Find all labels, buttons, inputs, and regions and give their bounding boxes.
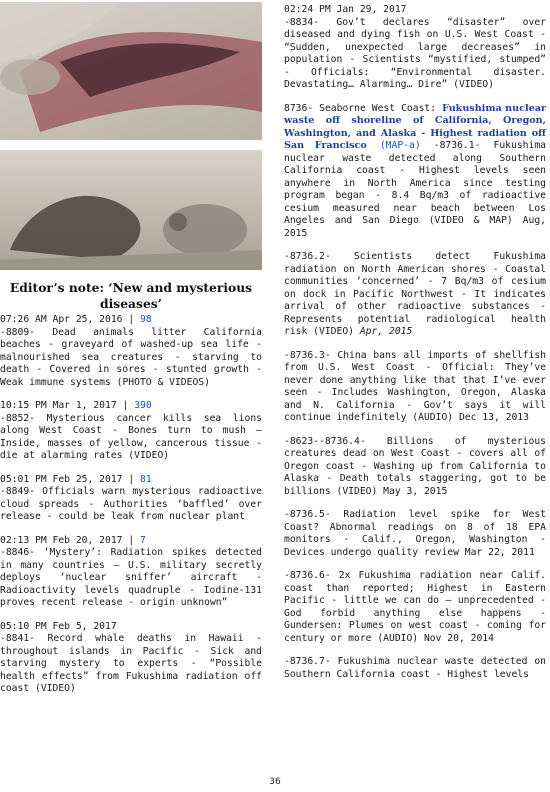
news-entry (284, 436, 546, 499)
entry-text: -8736.2- Scientists detect Fukushima radiation on North American shores - Coastal communities ‘concerned’ - 7 Bq/m3 of cesium on dock in Pacific Northwest - It indicates arrival of other radioactive substances - Represents potential radiological health risk (VIDEO) (284, 251, 546, 337)
entry-date: Apr, 2015 (359, 326, 413, 337)
entry-text: -8834- Gov’t declares “disaster” over diseased and dying fish on U.S. West Coast - “Sudden, unexpected large decreases” in population - Scientists “mystified, stumped” - Officials: “Environmental disaster. Devastating… Alarming… Dire” (VIDEO) (284, 16, 546, 90)
entry-date: 02:24 PM Jan 29, 2017 (284, 4, 407, 15)
news-entry: 05:01 PM Feb 25, 2017 | 81 -8849- Officials warn mysterious radioactive cloud spreads - Authorities ‘baffled’ over release - could be leak from nuclear plant (0, 473, 262, 522)
entry-text: -8846- ‘Mystery’: Radiation spikes detected in many countries – U.S. military secretly deploys ‘nuclear sniffer’ aircraft - Radioactivity levels quadruple - Iodine-131 proves recent release - origin unknown” (0, 547, 262, 608)
comment-count[interactable]: 7 (140, 534, 146, 546)
entry-text: -8736.3- China bans all imports of shellfish from U.S. West Coast - Official: They’ve never done anything like that that I’ve ever seen - Includes Washington, Oregon, Alaska and N. California - Gov’t says it will continue indefinitely (AUDIO) Dec 13, 2013 (284, 349, 546, 423)
entry-date: 02:13 PM Feb 20, 2017 (0, 534, 123, 546)
news-entry: 10:15 PM Mar 1, 2017 | 390 -8852- Mysterious cancer kills sea lions along West Coast - Bones turn to mush – Inside, masses of yellow, cancerous tissue - die at alarming rates (VIDEO) (0, 400, 262, 461)
news-entry (284, 251, 546, 339)
entry-date: 07:26 AM Apr 25, 2016 (0, 314, 123, 325)
news-entry: 02:13 PM Feb 20, 2017 | 7 -8846- ‘Mystery’: Radiation spikes detected in many countries – U.S. military secretly deploys ‘nuclear sniffer’ aircraft - Radioactivity levels quadruple - Iodine-131 proves recent release - origin unknown” (0, 534, 262, 608)
news-entry (0, 621, 262, 696)
entry-date: 05:10 PM Feb 5, 2017 (0, 620, 117, 632)
entry-date: 05:01 PM Feb 25, 2017 (0, 473, 123, 485)
entry-text: -8809- Dead animals litter California beaches - graveyard of washed-up sea life - malnourished sea creatures - starving to death - Covered in sores - stunted growth - Weak immune systems (PHOTO & VIDEOS) (0, 326, 262, 388)
entry-prefix: 8736- Seaborne West Coast: (284, 102, 437, 114)
news-entry: 07:26 AM Apr 25, 2016 | 98 -8809- Dead animals litter California beaches - graveyard of washed-up sea life - malnourished sea creatures - starving to death - Covered in sores - stunted growth - Weak immune systems (PHOTO & VIDEOS) (0, 314, 262, 388)
page-number: 36 (269, 777, 281, 787)
news-entry (284, 4, 546, 92)
news-entry (284, 350, 546, 425)
comment-count[interactable]: 390 (134, 400, 152, 411)
comment-count[interactable]: 98 (140, 314, 152, 325)
entry-text: -8849- Officials warn mysterious radioactive cloud spreads - Authorities ‘baffled’ over release - could be leak from nuclear plant (0, 486, 262, 522)
news-entry (284, 656, 546, 681)
entry-text: -8623--8736.4- Billions of mysterious creatures dead on West Coast - covers all of Oregon coast - Washing up from California to Alaska - Death totals staggering, got to be billions (VIDEO) May 3, 2015 (284, 435, 546, 497)
right-column (284, 4, 546, 681)
entry-text: -8736.6- 2x Fukushima radiation near Calif. coast than reported; Highest in Eastern Pacific - little we can do – unprecedented - God forbid anything else happens - Gundersen: Plumes on west coast - coming for century or more (AUDIO) Nov 20, 2014 (284, 570, 546, 644)
map-link[interactable]: (MAP-a) (379, 140, 421, 151)
entry-text: -8852- Mysterious cancer kills sea lions along West Coast - Bones turn to mush – Inside, masses of yellow, cancerous tissue - die at alarming rates (VIDEO) (0, 412, 262, 461)
entry-text: -8736.7- Fukushima nuclear waste detected on Southern California coast - Highest levels (284, 656, 546, 680)
comment-count[interactable]: 81 (140, 473, 152, 485)
dead-sea-lion-photo (0, 150, 262, 270)
left-column (0, 0, 262, 696)
editors-note-title: Editor’s note: ‘New and mysterious diseases’ (9, 280, 253, 311)
news-entry-seaborne (284, 103, 546, 241)
headline-link[interactable]: Fukushima nuclear waste off shoreline of California, Oregon, Washington, and Alaska - Highest radiation off San Francisco (284, 102, 546, 151)
entry-text: -8841- Record whale deaths in Hawaii - throughout islands in Pacific - Sick and starving mystery to experts - “Possible health effects” from Fukushima radiation off coast (VIDEO) (0, 633, 262, 694)
news-entry (284, 570, 546, 645)
dead-animal-photo (0, 2, 262, 140)
entry-date: 10:15 PM Mar 1, 2017 (0, 400, 117, 411)
news-entry (284, 509, 546, 559)
entry-text: -8736.1- Fukushima nuclear waste detected along Southern California coast - Highest levels seen anywhere in North America since testing program began - 8.4 Bq/m3 of radioactive cesium measured near beach between Los Angeles and San Diego (VIDEO & MAP) Aug, 2015 (284, 140, 546, 239)
entry-text: -8736.5- Radiation level spike for West Coast? Abnormal readings on 8 of 18 EPA monitors - Calif., Oregon, Washington - Devices undergo quality review Mar 22, 2011 (284, 509, 546, 558)
